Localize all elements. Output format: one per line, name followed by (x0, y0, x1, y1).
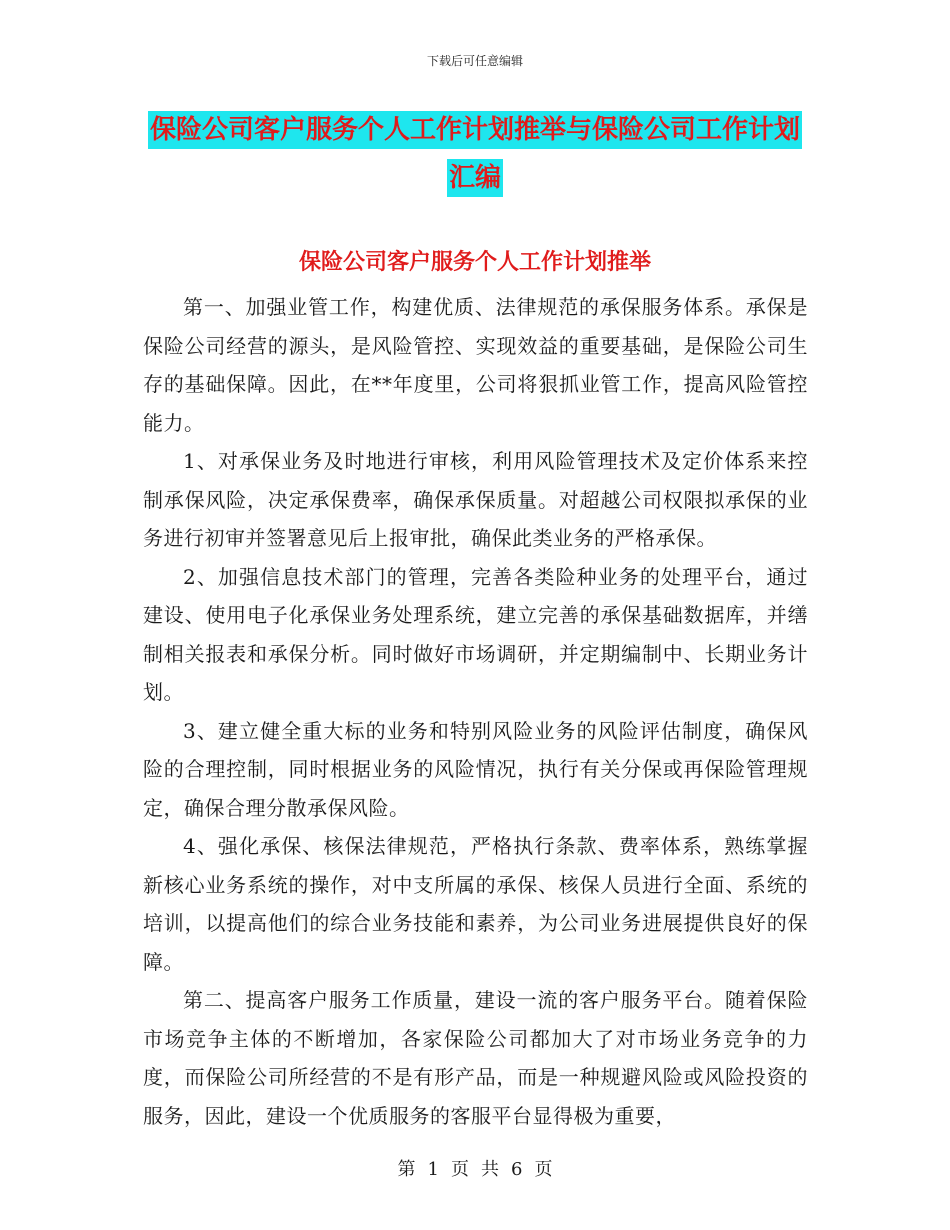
paragraph: 2、加强信息技术部门的管理，完善各类险种业务的处理平台，通过建设、使用电子化承保业务处理系统，建立完善的承保基础数据库，并缮制相关报表和承保分析。同时做好市场调研，并定期编制中、长期业务计划。 (143, 564, 808, 704)
total-pages: 6 (511, 1159, 523, 1180)
footer-page-unit: 页 (451, 1159, 469, 1180)
footer-total-unit: 页 (534, 1159, 553, 1180)
paragraph: 1、对承保业务及时地进行审核，利用风险管理技术及定价体系来控制承保风险，决定承保费率，确保承保质量。对超越公司权限拟承保的业务进行初审并签署意见后上报审批，确保此类业务的严格承保。 (143, 449, 808, 550)
footer-total-prefix: 共 (481, 1159, 499, 1180)
main-title (140, 106, 810, 202)
section-title: 保险公司客户服务个人工作计划推举 (298, 250, 651, 275)
paragraph: 第一、加强业管工作，构建优质、法律规范的承保服务体系。承保是保险公司经营的源头，是风险管控、实现效益的重要基础，是保险公司生存的基础保障。因此，在**年度里，公司将狠抓业管工作，提高风险管控能力。 (143, 295, 808, 435)
main-title-text: 保险公司客户服务个人工作计划推举与保险公司工作计划汇编 (148, 111, 802, 197)
paragraph: 4、强化承保、核保法律规范，严格执行条款、费率体系，熟练掌握新核心业务系统的操作，对中支所属的承保、核保人员进行全面、系统的培训，以提高他们的综合业务技能和素养，为公司业务进展提供良好的保障。 (143, 834, 808, 974)
page-footer (0, 1155, 950, 1181)
body-text (143, 288, 808, 1135)
page-number: 1 (427, 1159, 439, 1180)
paragraph: 3、建立健全重大标的业务和特别风险业务的风险评估制度，确保风险的合理控制，同时根据业务的风险情况，执行有关分保或再保险管理规定，确保合理分散承保风险。 (143, 718, 808, 820)
header-note: 下载后可任意编辑 (426, 54, 523, 68)
footer-prefix: 第 (397, 1159, 416, 1180)
paragraph: 第二、提高客户服务工作质量，建设一流的客户服务平台。随着保险市场竞争主体的不断增加，各家保险公司都加大了对市场业务竞争的力度，而保险公司所经营的不是有形产品，而是一种规避风险或风险投资的服务，因此，建设一个优质服务的客服平台显得极为重要， (143, 988, 808, 1128)
